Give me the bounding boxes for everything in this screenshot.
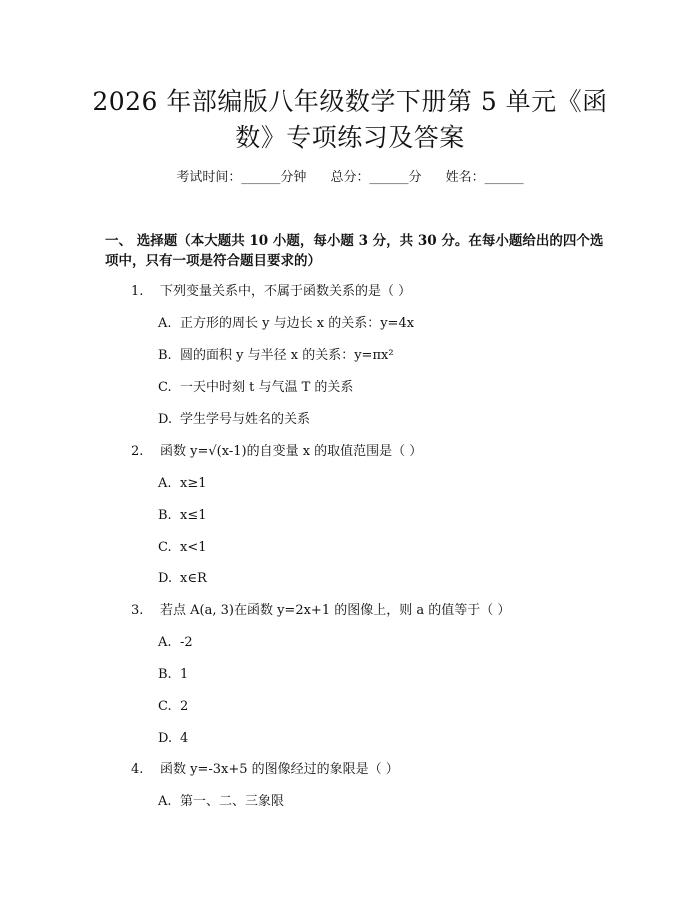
question-text: 函数 y=-3x+5 的图像经过的象限是（ ） bbox=[160, 762, 399, 777]
option-letter: B. bbox=[158, 348, 172, 363]
option-text: 第一、二、三象限 bbox=[180, 794, 285, 809]
section-heading-line-1: 一、 选择题（本大题共 10 小题，每小题 3 分，共 30 分。在每小题给出的四个选 bbox=[105, 233, 604, 249]
option-item bbox=[158, 570, 207, 588]
option-text: x<1 bbox=[180, 540, 207, 555]
option-item bbox=[158, 730, 188, 748]
option-item bbox=[158, 666, 188, 684]
option-text: 一天中时刻 t 与气温 T 的关系 bbox=[180, 380, 354, 395]
option-letter: D. bbox=[158, 571, 173, 586]
option-letter: C. bbox=[158, 380, 172, 395]
document-title-line-1: 2026 年部编版八年级数学下册第 5 单元《函 bbox=[92, 87, 608, 116]
option-text: x≥1 bbox=[180, 476, 207, 491]
option-item bbox=[158, 634, 193, 652]
option-letter: C. bbox=[158, 540, 172, 555]
question-number: 4. bbox=[131, 762, 144, 777]
question-number: 1. bbox=[131, 284, 144, 299]
option-item bbox=[158, 347, 394, 365]
option-letter: A. bbox=[158, 316, 172, 331]
option-letter: C. bbox=[158, 699, 172, 714]
option-text: 圆的面积 y 与半径 x 的关系：y=πx² bbox=[180, 348, 394, 363]
student-name: 姓名：______ bbox=[445, 170, 524, 185]
document-title-line-2: 数》专项练习及答案 bbox=[235, 123, 465, 152]
option-text: 学生学号与姓名的关系 bbox=[180, 412, 311, 427]
option-letter: B. bbox=[158, 667, 172, 682]
option-letter: A. bbox=[158, 794, 172, 809]
option-item bbox=[158, 507, 207, 525]
option-letter: D. bbox=[158, 731, 173, 746]
option-text: 4 bbox=[180, 731, 189, 746]
exam-time: 考试时间：______分钟 bbox=[176, 170, 307, 185]
question-number: 2. bbox=[131, 444, 144, 459]
option-item bbox=[158, 315, 414, 333]
option-letter: B. bbox=[158, 508, 172, 523]
question-number: 3. bbox=[131, 603, 144, 618]
option-item bbox=[158, 411, 310, 429]
option-letter: A. bbox=[158, 476, 172, 491]
option-item bbox=[158, 475, 207, 493]
option-item bbox=[158, 539, 207, 557]
option-text: x≤1 bbox=[180, 508, 207, 523]
option-item bbox=[158, 379, 353, 397]
exam-info bbox=[0, 169, 700, 187]
section-heading-line-2: 项中，只有一项是符合题目要求的） bbox=[105, 253, 321, 269]
option-text: x∈R bbox=[180, 571, 207, 586]
option-text: 正方形的周长 y 与边长 x 的关系：y=4x bbox=[180, 316, 415, 331]
option-text: 1 bbox=[180, 667, 189, 682]
option-letter: D. bbox=[158, 412, 173, 427]
question-text: 函数 y=√(x-1)的自变量 x 的取值范围是（ ） bbox=[160, 444, 423, 459]
option-item bbox=[158, 698, 188, 716]
question-text: 下列变量关系中，不属于函数关系的是（ ） bbox=[160, 284, 412, 299]
option-text: -2 bbox=[180, 635, 193, 650]
option-item bbox=[158, 793, 284, 811]
option-letter: A. bbox=[158, 635, 172, 650]
question-text: 若点 A(a, 3)在函数 y=2x+1 的图像上，则 a 的值等于（ ） bbox=[160, 603, 511, 618]
total-score: 总分：______分 bbox=[330, 170, 422, 185]
option-text: 2 bbox=[180, 699, 189, 714]
